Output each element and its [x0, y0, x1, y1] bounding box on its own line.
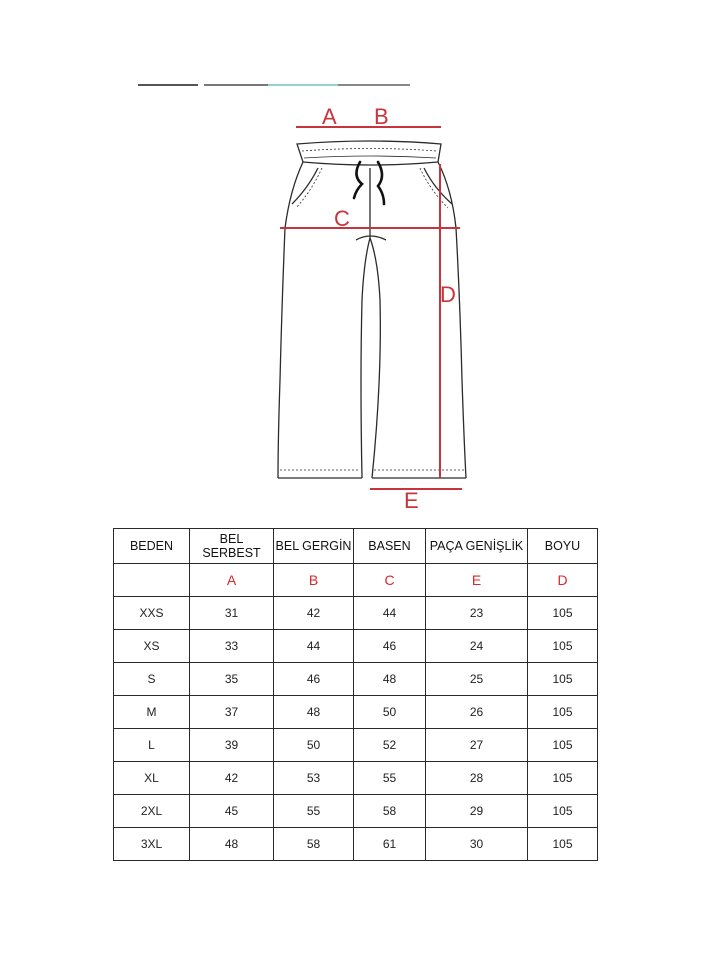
letter-cell: E [426, 564, 528, 597]
header-cell: BEL GERGİN [274, 529, 354, 564]
value-cell: 33 [190, 630, 274, 663]
value-cell: 42 [274, 597, 354, 630]
value-cell: 44 [274, 630, 354, 663]
table-row [114, 597, 598, 630]
label-e: E [404, 488, 419, 513]
letter-cell: D [528, 564, 598, 597]
table-row [114, 762, 598, 795]
value-cell: 37 [190, 696, 274, 729]
size-cell: XXS [114, 597, 190, 630]
size-cell: XL [114, 762, 190, 795]
header-cell: BOYU [528, 529, 598, 564]
drawstring [354, 162, 384, 204]
value-cell: 44 [354, 597, 426, 630]
label-d: D [440, 282, 456, 307]
value-cell: 27 [426, 729, 528, 762]
value-cell: 24 [426, 630, 528, 663]
value-cell: 48 [274, 696, 354, 729]
pants-outline [278, 141, 466, 478]
value-cell: 105 [528, 663, 598, 696]
value-cell: 55 [354, 762, 426, 795]
letter-cell [114, 564, 190, 597]
value-cell: 105 [528, 729, 598, 762]
value-cell: 105 [528, 762, 598, 795]
letter-row [114, 564, 598, 597]
value-cell: 25 [426, 663, 528, 696]
table-row [114, 729, 598, 762]
value-cell: 105 [528, 696, 598, 729]
value-cell: 61 [354, 828, 426, 861]
value-cell: 45 [190, 795, 274, 828]
header-cell: BEDEN [114, 529, 190, 564]
value-cell: 28 [426, 762, 528, 795]
value-cell: 46 [274, 663, 354, 696]
value-cell: 53 [274, 762, 354, 795]
table-row [114, 696, 598, 729]
header-cell: BEL SERBEST [190, 529, 274, 564]
value-cell: 23 [426, 597, 528, 630]
value-cell: 35 [190, 663, 274, 696]
table-row [114, 795, 598, 828]
size-cell: XS [114, 630, 190, 663]
value-cell: 30 [426, 828, 528, 861]
value-cell: 52 [354, 729, 426, 762]
header-cell: BASEN [354, 529, 426, 564]
value-cell: 29 [426, 795, 528, 828]
value-cell: 50 [274, 729, 354, 762]
measure-lines [280, 127, 462, 489]
value-cell: 46 [354, 630, 426, 663]
value-cell: 39 [190, 729, 274, 762]
table-row [114, 630, 598, 663]
value-cell: 58 [354, 795, 426, 828]
value-cell: 31 [190, 597, 274, 630]
size-table [113, 528, 598, 861]
size-cell: 3XL [114, 828, 190, 861]
value-cell: 105 [528, 828, 598, 861]
header-cell: PAÇA GENİŞLİK [426, 529, 528, 564]
value-cell: 55 [274, 795, 354, 828]
letter-cell: A [190, 564, 274, 597]
size-cell: S [114, 663, 190, 696]
value-cell: 48 [190, 828, 274, 861]
size-cell: 2XL [114, 795, 190, 828]
size-cell: L [114, 729, 190, 762]
label-b: B [374, 104, 389, 129]
value-cell: 26 [426, 696, 528, 729]
value-cell: 48 [354, 663, 426, 696]
value-cell: 105 [528, 597, 598, 630]
label-a: A [322, 104, 337, 129]
value-cell: 105 [528, 630, 598, 663]
letter-cell: C [354, 564, 426, 597]
value-cell: 42 [190, 762, 274, 795]
size-cell: M [114, 696, 190, 729]
table-row [114, 663, 598, 696]
value-cell: 50 [354, 696, 426, 729]
letter-cell: B [274, 564, 354, 597]
label-c: C [334, 206, 350, 231]
value-cell: 105 [528, 795, 598, 828]
table-row [114, 828, 598, 861]
header-row [114, 529, 598, 564]
value-cell: 58 [274, 828, 354, 861]
